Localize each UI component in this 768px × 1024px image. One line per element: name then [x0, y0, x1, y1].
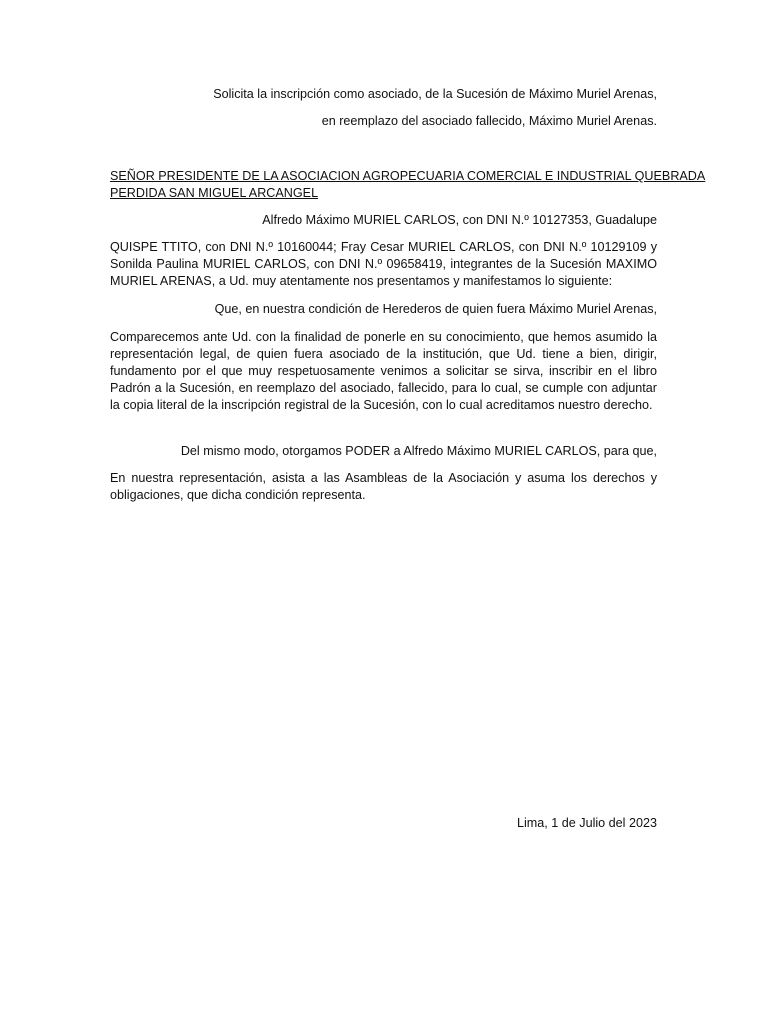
place-date: Lima, 1 de Julio del 2023	[516, 816, 657, 830]
statement-first-line: Que, en nuestra condición de Herederos de quien fuera Máximo Muriel Arenas,	[214, 302, 657, 316]
intro-paragraph: QUISPE TTITO, con DNI N.º 10160044; Fray Cesar MURIEL CARLOS, con DNI N.º 10129109 y Sonilda Paulina MURIEL CARLOS, con DNI N.º 09658419, integrantes de la Sucesión MAXIMO MURIEL ARENAS, a Ud. muy atentamente nos presentamos y manifestamos lo siguiente:	[110, 240, 657, 288]
addressee-line-2: PERDIDA SAN MIGUEL ARCANGEL	[110, 186, 319, 200]
intro-first-line: Alfredo Máximo MURIEL CARLOS, con DNI N.º 10127353, Guadalupe	[262, 213, 657, 227]
power-first-line: Del mismo modo, otorgamos PODER a Alfredo Máximo MURIEL CARLOS, para que,	[180, 444, 657, 458]
statement-paragraph: Comparecemos ante Ud. con la finalidad de ponerle en su conocimiento, que hemos asumido la representación legal, de quien fuera asociado de la institución, que Ud. tiene a bien, dirigir, fundamento por el que muy respetuosamente venimos a solicitar se sirva, inscribir en el libro Padrón a la Sucesión, en reemplazo del asociado, fallecido, para lo cual, se cumple con adjuntar la copia literal de la inscripción registral de la Sucesión, con lo cual acreditamos nuestro derecho.	[110, 330, 657, 412]
power-paragraph: En nuestra representación, asista a las Asambleas de la Asociación y asuma los derechos y obligaciones, que dicha condición representa.	[110, 471, 657, 502]
addressee-line-1: SEÑOR PRESIDENTE DE LA ASOCIACION AGROPECUARIA COMERCIAL E INDUSTRIAL QUEBRADA	[110, 169, 706, 183]
subject-line-1: Solicita la inscripción como asociado, de la Sucesión de Máximo Muriel Arenas,	[213, 87, 657, 101]
subject-line-2: en reemplazo del asociado fallecido, Máximo Muriel Arenas.	[321, 114, 657, 128]
